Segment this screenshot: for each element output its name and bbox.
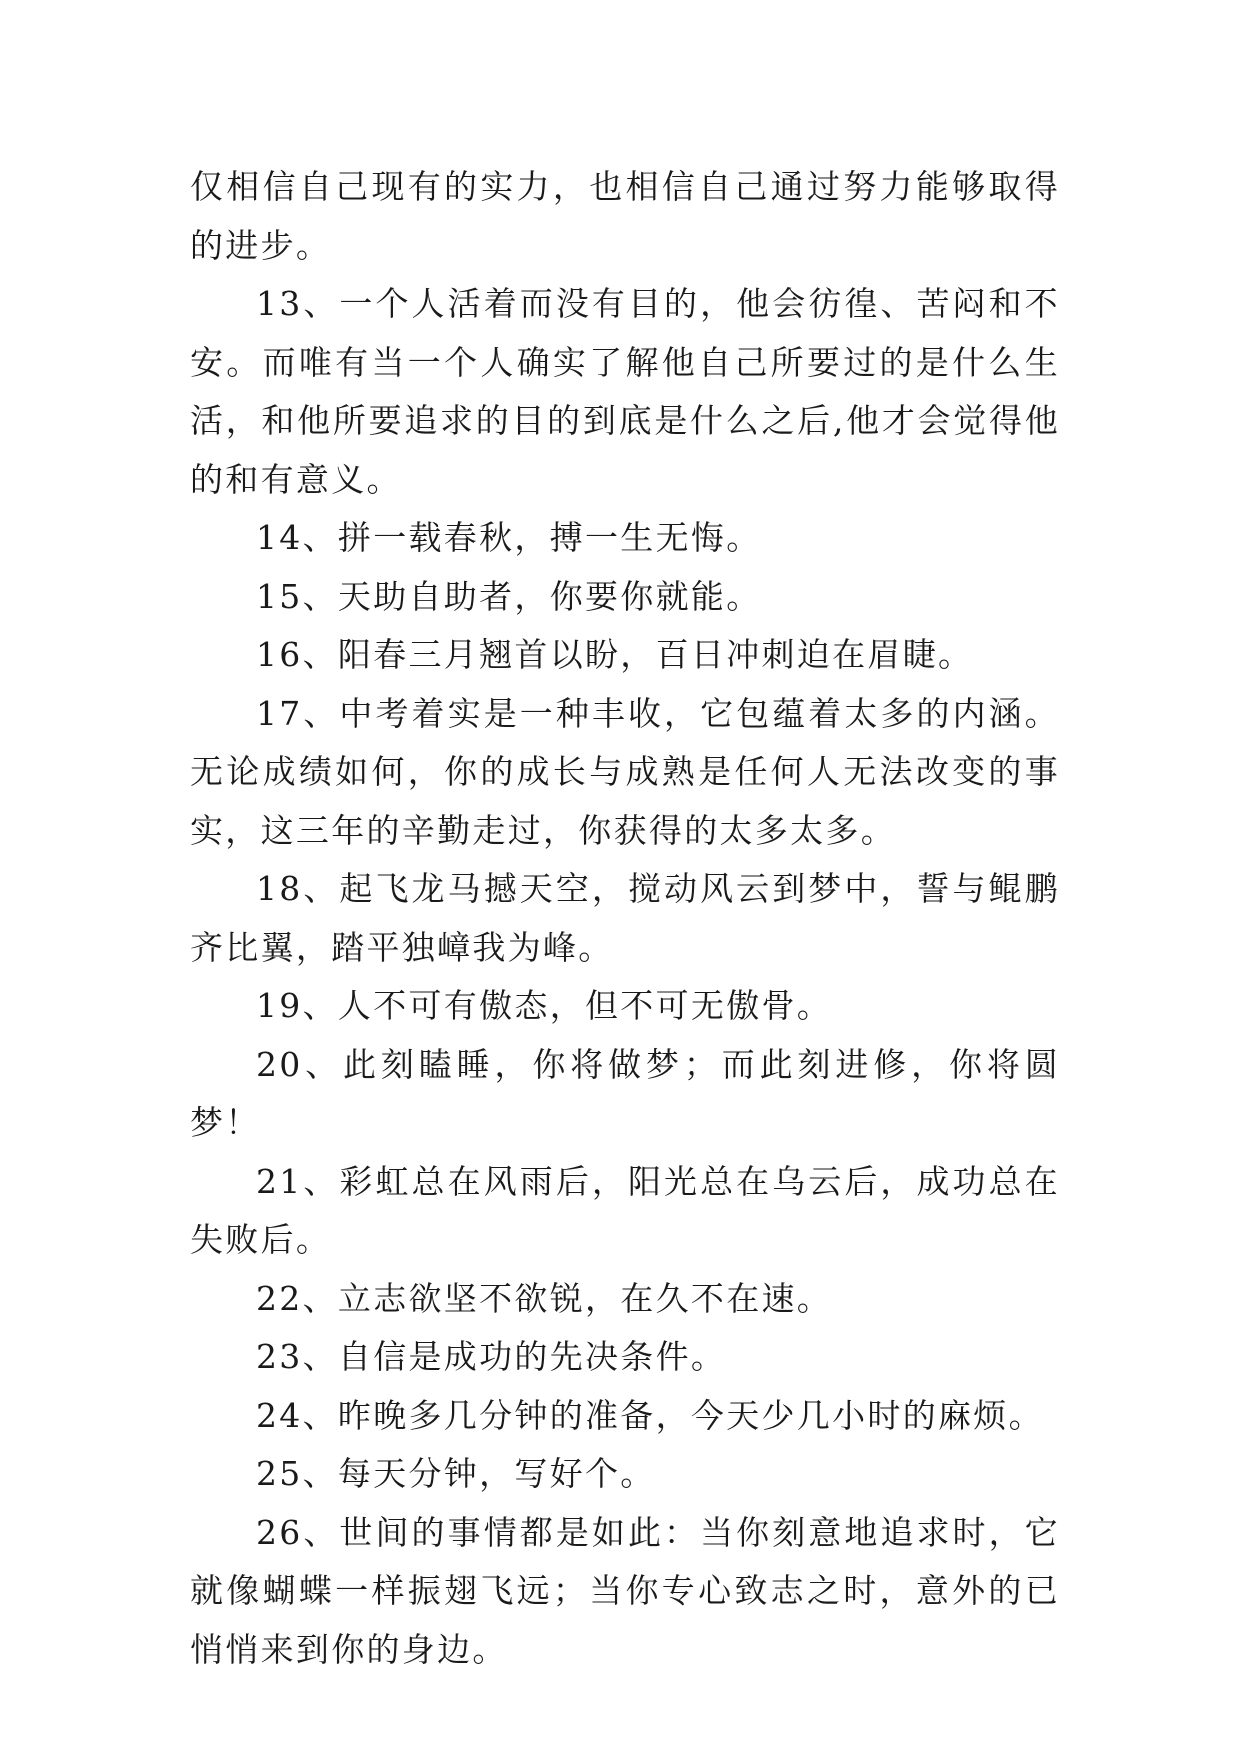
document-body — [190, 158, 1060, 1679]
paragraph: 26、世间的事情都是如此：当你刻意地追求时，它就像蝴蝶一样振翅飞远；当你专心致志之时，意外的已悄悄来到你的身边。 — [190, 1512, 1060, 1669]
paragraph: 25、每天分钟，写好个。 — [256, 1454, 656, 1493]
paragraph: 19、人不可有傲态，但不可无傲骨。 — [256, 986, 833, 1025]
paragraph: 21、彩虹总在风雨后，阳光总在乌云后，成功总在失败后。 — [190, 1161, 1060, 1259]
paragraph: 24、昨晚多几分钟的准备，今天少几小时的麻烦。 — [256, 1395, 1044, 1435]
paragraph: 仅相信自己现有的实力，也相信自己通过努力能够取得的进步。 — [190, 167, 1060, 265]
paragraph: 22、立志欲坚不欲锐，在久不在速。 — [256, 1278, 833, 1318]
paragraph: 15、天助自助者，你要你就能。 — [256, 576, 762, 616]
paragraph: 20、此刻瞌睡，你将做梦；而此刻进修，你将圆梦！ — [190, 1044, 1060, 1142]
paragraph: 14、拼一载春秋，搏一生无悔。 — [256, 518, 762, 557]
paragraph: 16、阳春三月翘首以盼，百日冲刺迫在眉睫。 — [256, 635, 974, 674]
paragraph: 13、一个人活着而没有目的，他会彷徨、苦闷和不安。而唯有当一个人确实了解他自己所要过的是什么生活，和他所要追求的目的到底是什么之后,他才会觉得他的和有意义。 — [190, 284, 1060, 499]
paragraph: 23、自信是成功的先决条件。 — [256, 1337, 727, 1376]
paragraph: 17、中考着实是一种丰收，它包蕴着太多的内涵。无论成绩如何，你的成长与成熟是任何人无法改变的事实，这三年的辛勤走过，你获得的太多太多。 — [190, 693, 1060, 850]
paragraph: 18、起飞龙马撼天空，搅动风云到梦中，誓与鲲鹏齐比翼，踏平独嶂我为峰。 — [190, 869, 1060, 967]
